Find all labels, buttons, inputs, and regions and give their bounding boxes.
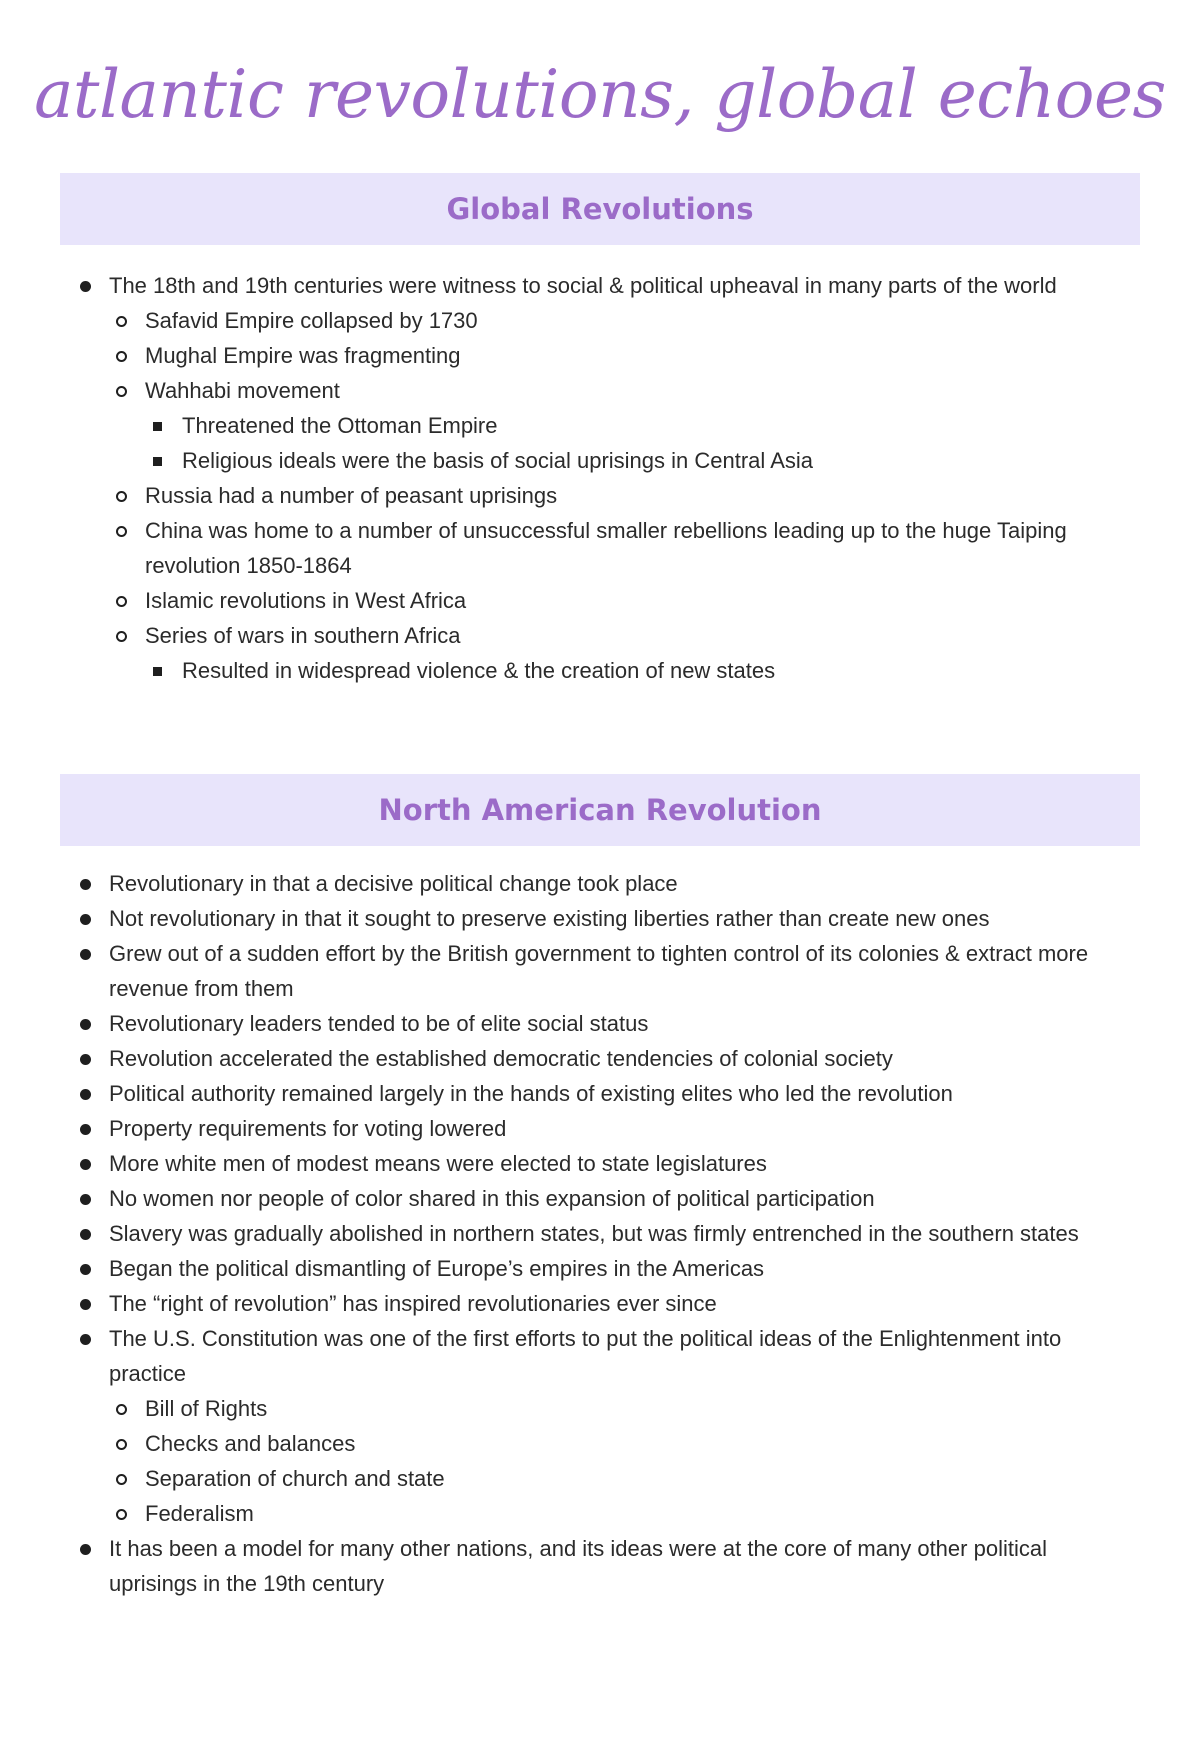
list-item-text: Slavery was gradually abolished in northern states, but was firmly entrenched in the southern states <box>109 1221 1079 1246</box>
filled-bullet-icon <box>80 1054 91 1065</box>
list-item-text: Russia had a number of peasant uprisings <box>145 483 558 508</box>
filled-bullet-icon <box>80 1159 91 1170</box>
list-item-text: Checks and balances <box>145 1431 356 1456</box>
square-bullet-icon <box>153 457 162 466</box>
hollow-bullet-icon <box>116 491 127 502</box>
square-bullet-icon <box>153 667 162 676</box>
list-item-text: Grew out of a sudden effort by the British government to tighten control of its colonies & extract more revenue from them <box>109 941 1089 1001</box>
list-item <box>0 1426 1200 1461</box>
page-title: atlantic revolutions, global echoes <box>34 56 1166 133</box>
hollow-bullet-icon <box>116 526 127 537</box>
list-item <box>0 1146 1200 1181</box>
section-heading-north-american-revolution: North American Revolution <box>60 774 1140 846</box>
list-item <box>0 1181 1200 1216</box>
hollow-bullet-icon <box>116 1404 127 1415</box>
list-item-text: Safavid Empire collapsed by 1730 <box>145 308 478 333</box>
list-item-text: Religious ideals were the basis of social uprisings in Central Asia <box>182 448 813 473</box>
list-item <box>0 901 1200 936</box>
list-item-text: China was home to a number of unsuccessful smaller rebellions leading up to the huge Taiping revolution 1850-1864 <box>145 518 1067 578</box>
filled-bullet-icon <box>80 1089 91 1100</box>
list-item <box>0 1531 1200 1601</box>
filled-bullet-icon <box>80 879 91 890</box>
hollow-bullet-icon <box>116 1474 127 1485</box>
filled-bullet-icon <box>80 914 91 925</box>
hollow-bullet-icon <box>116 316 127 327</box>
section-heading-global-revolutions: Global Revolutions <box>60 173 1140 245</box>
filled-bullet-icon <box>80 949 91 960</box>
filled-bullet-icon <box>80 1194 91 1205</box>
list-item-text: Resulted in widespread violence & the creation of new states <box>182 658 776 683</box>
north-american-revolution-list <box>0 866 1200 1601</box>
list-item <box>0 1251 1200 1286</box>
global-revolutions-list <box>0 268 1200 688</box>
hollow-bullet-icon <box>116 386 127 397</box>
list-item-text: More white men of modest means were elected to state legislatures <box>109 1151 767 1176</box>
list-item <box>0 268 1200 303</box>
filled-bullet-icon <box>80 1229 91 1240</box>
square-bullet-icon <box>153 422 162 431</box>
filled-bullet-icon <box>80 1544 91 1555</box>
list-item-text: Threatened the Ottoman Empire <box>182 413 498 438</box>
filled-bullet-icon <box>80 1299 91 1310</box>
list-item-text: It has been a model for many other nations, and its ideas were at the core of many other political uprisings in the 19th century <box>109 1536 1047 1596</box>
hollow-bullet-icon <box>116 1509 127 1520</box>
list-item-text: Property requirements for voting lowered <box>109 1116 507 1141</box>
filled-bullet-icon <box>80 1019 91 1030</box>
list-item <box>0 408 1200 443</box>
list-item <box>0 443 1200 478</box>
list-item-text: Series of wars in southern Africa <box>145 623 461 648</box>
list-item <box>0 478 1200 513</box>
list-item <box>0 1111 1200 1146</box>
list-item-text: Revolutionary leaders tended to be of elite social status <box>109 1011 649 1036</box>
list-item-text: No women nor people of color shared in this expansion of political participation <box>109 1186 875 1211</box>
list-item-text: The U.S. Constitution was one of the first efforts to put the political ideas of the Enlightenment into practice <box>109 1326 1062 1386</box>
list-item <box>0 1006 1200 1041</box>
hollow-bullet-icon <box>116 596 127 607</box>
list-item <box>0 653 1200 688</box>
list-item-text: Islamic revolutions in West Africa <box>145 588 467 613</box>
list-item <box>0 1391 1200 1426</box>
list-item <box>0 936 1200 1006</box>
list-item <box>0 338 1200 373</box>
list-item-text: Not revolutionary in that it sought to preserve existing liberties rather than create new ones <box>109 906 990 931</box>
list-item-text: The “right of revolution” has inspired revolutionaries ever since <box>109 1291 717 1316</box>
list-item <box>0 1041 1200 1076</box>
list-item <box>0 373 1200 408</box>
list-item <box>0 618 1200 653</box>
list-item-text: Separation of church and state <box>145 1466 445 1491</box>
hollow-bullet-icon <box>116 351 127 362</box>
list-item <box>0 1496 1200 1531</box>
list-item-text: Mughal Empire was fragmenting <box>145 343 461 368</box>
list-item <box>0 583 1200 618</box>
list-item-text: The 18th and 19th centuries were witness to social & political upheaval in many parts of the world <box>109 273 1057 298</box>
filled-bullet-icon <box>80 1334 91 1345</box>
list-item-text: Political authority remained largely in the hands of existing elites who led the revolution <box>109 1081 953 1106</box>
filled-bullet-icon <box>80 281 91 292</box>
list-item <box>0 866 1200 901</box>
list-item-text: Revolutionary in that a decisive political change took place <box>109 871 678 896</box>
list-item <box>0 513 1200 583</box>
hollow-bullet-icon <box>116 631 127 642</box>
list-item-text: Bill of Rights <box>145 1396 268 1421</box>
list-item-text: Revolution accelerated the established democratic tendencies of colonial society <box>109 1046 893 1071</box>
filled-bullet-icon <box>80 1264 91 1275</box>
list-item <box>0 1461 1200 1496</box>
list-item-text: Wahhabi movement <box>145 378 340 403</box>
list-item <box>0 1216 1200 1251</box>
list-item <box>0 1286 1200 1321</box>
hollow-bullet-icon <box>116 1439 127 1450</box>
list-item <box>0 1076 1200 1111</box>
filled-bullet-icon <box>80 1124 91 1135</box>
list-item <box>0 1321 1200 1391</box>
list-item-text: Began the political dismantling of Europe’s empires in the Americas <box>109 1256 765 1281</box>
list-item-text: Federalism <box>145 1501 254 1526</box>
list-item <box>0 303 1200 338</box>
